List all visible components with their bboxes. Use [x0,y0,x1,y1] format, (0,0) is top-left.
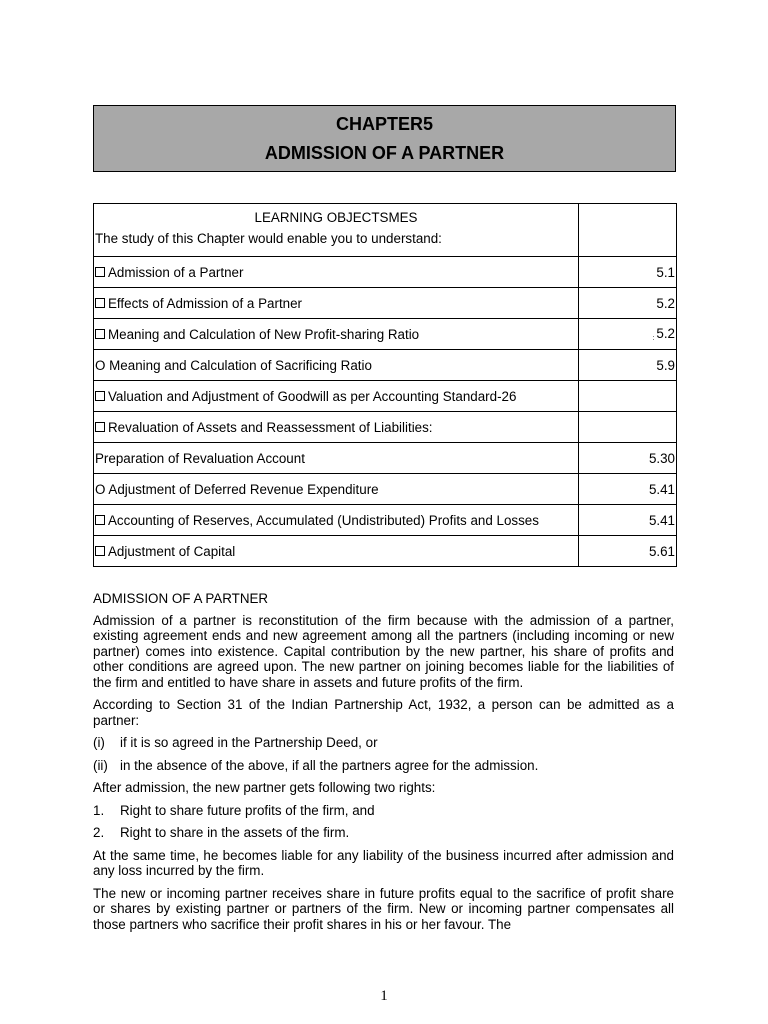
table-header-row [94,204,677,257]
list-item [93,735,674,751]
list-marker: (i) [93,735,105,750]
table-row [94,288,677,319]
list-marker: (ii) [93,757,108,773]
objective-page: 5.30 [579,443,677,474]
chapter-title: ADMISSION OF A PARTNER [264,142,505,163]
page-note: : [652,335,655,342]
objective-text: Accounting of Reserves, Accumulated (Undistributed) Profits and Losses [108,512,539,528]
checkbox-icon [95,546,105,556]
body-section [93,591,674,939]
objective-page: 5.2 [656,326,675,341]
objective-page: 5.1 [579,257,677,288]
objective-page [579,381,677,412]
table-row [94,319,677,350]
learning-objectives-intro: The study of this Chapter would enable you to understand: [95,231,442,246]
objective-page: 5.41 [579,505,677,536]
checkbox-icon [95,422,105,432]
list-marker: 1. [93,802,105,818]
objective-text: Revaluation of Assets and Reassessment of Liabilities: [108,419,433,435]
objective-page: 5.61 [579,536,677,567]
list-item [93,803,674,819]
objective-text: Effects of Admission of a Partner [108,295,303,311]
objective-text: Preparation of Revaluation Account [95,450,305,466]
objective-text: Admission of a Partner [108,264,244,280]
table-row [94,536,677,567]
checkbox-icon [95,515,105,525]
objective-text: Adjustment of Deferred Revenue Expenditure [108,481,379,497]
table-row [94,381,677,412]
table-row [94,443,677,474]
paragraph: According to Section 31 of the Indian Partnership Act, 1932, a person can be admitted as a partner: [93,697,674,728]
checkbox-icon [95,267,105,277]
checkbox-icon [95,329,105,339]
paragraph: The new or incoming partner receives share in future profits equal to the sacrifice of profit share or shares by existing partner or partners of the firm. New or incoming partner compensates all those partners who sacrifice their profit shares in his or her favour. The [93,885,674,932]
list-item [93,758,674,774]
table-row [94,412,677,443]
list-marker: 2. [93,825,105,840]
section-heading: ADMISSION OF A PARTNER [93,591,269,606]
objective-text: Adjustment of Capital [108,543,236,559]
objective-text: Valuation and Adjustment of Goodwill as per Accounting Standard-26 [108,388,517,404]
bullet-marker: O [95,357,106,373]
list-text: Right to share future profits of the firm, and [120,802,375,818]
chapter-number: CHAPTER5 [335,113,433,134]
table-row [94,505,677,536]
table-row [94,350,677,381]
checkbox-icon [95,391,105,401]
page-number: 1 [380,988,388,1004]
objective-text: Meaning and Calculation of New Profit-sharing Ratio [108,326,420,342]
paragraph: At the same time, he becomes liable for any liability of the business incurred after admission and any loss incurred by the firm. [93,847,674,878]
paragraph: After admission, the new partner gets following two rights: [93,780,436,795]
paragraph: Admission of a partner is reconstitution of the firm because with the admission of a partner, existing agreement ends and new agreement among all the partners (including incoming or new partner) comes into existence. Capital contribution by the new partner, his share of profits and other conditions are agreed upon. The new partner on joining becomes liable for the liabilities of the firm and entitled to have share in assets and future profits of the firm. [93,612,674,690]
bullet-marker: O [95,481,106,497]
learning-objectives-table [93,203,677,567]
table-row [94,474,677,505]
objective-page [579,412,677,443]
objective-text: Meaning and Calculation of Sacrificing Ratio [109,357,372,373]
table-row [94,257,677,288]
chapter-header [93,105,676,172]
objective-page: 5.2 [579,288,677,319]
checkbox-icon [95,298,105,308]
list-item [93,825,674,841]
list-text: if it is so agreed in the Partnership Deed, or [120,735,378,750]
learning-objectives-heading: LEARNING OBJECTSMES [254,210,418,225]
objective-page: 5.41 [579,474,677,505]
list-text: Right to share in the assets of the firm. [120,825,350,840]
list-text: in the absence of the above, if all the partners agree for the admission. [120,757,539,773]
objective-page: 5.9 [579,350,677,381]
